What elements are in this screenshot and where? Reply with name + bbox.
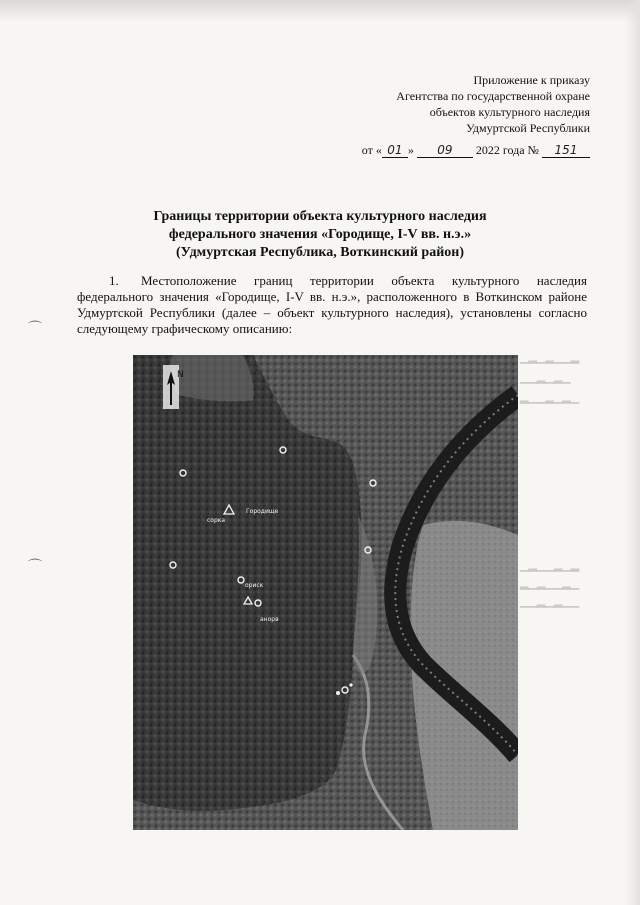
bleed-through-3: ▂▁▁▂▁▂▁ — [520, 392, 580, 404]
order-year: 2022 года № — [475, 143, 539, 157]
appendix-header — [260, 72, 590, 136]
document-title — [80, 208, 560, 262]
map-label-2: Городище — [246, 508, 279, 515]
light-dot-1 — [336, 691, 340, 695]
bleed-through-4: ▁▂▁▁▂▁▂ — [520, 560, 580, 572]
order-month: 09 — [417, 143, 473, 158]
title-line-3: (Удмуртская Республика, Воткинский район) — [176, 245, 464, 260]
bleed-through-6: ▁▁▂▁▂▁▁ — [520, 596, 580, 608]
order-date-line — [362, 143, 590, 158]
satellite-map — [133, 355, 518, 830]
header-line-2: Агентства по государственной охране — [396, 89, 590, 103]
title-line-2: федерального значения «Городище, I-V вв. н.э.» — [168, 227, 472, 242]
header-line-3: объектов культурного наследия — [429, 105, 590, 119]
header-line-1: Приложение к приказу — [473, 73, 590, 87]
light-dot-2 — [349, 683, 352, 686]
paragraph-text: Местоположение границ территории объекта культурного наследия федерального значения «Городище, I-V вв. н.э.», расположенного в Воткинском районе Удмуртской Республики (далее – объект культурного наследия), установлены согласно следующему графическому описанию: — [77, 273, 587, 336]
order-prefix: от « — [361, 143, 382, 157]
title-line-1: Границы территории объекта культурного наследия — [153, 209, 487, 224]
margin-mark-2: ⌒ — [28, 559, 42, 575]
scan-edge-right — [626, 0, 640, 905]
bleed-through-2: ▁▁▂▁▂▁ — [520, 372, 571, 384]
order-number: 151 — [542, 143, 590, 158]
order-mid: » — [407, 143, 417, 157]
order-day: 01 — [382, 143, 408, 158]
header-line-4: Удмуртской Республики — [466, 121, 590, 135]
paragraph-1 — [77, 273, 587, 337]
margin-mark-1: ⌒ — [28, 321, 42, 337]
bleed-through-5: ▂▁▂▁▁▂▁ — [520, 578, 580, 590]
north-label: N — [177, 370, 184, 380]
bleed-through-1: ▁▂▁▂▁▁▂ — [520, 352, 580, 364]
map-label-1: сорка — [207, 517, 226, 524]
map-label-3: ориск — [245, 582, 264, 589]
map-label-4: анорв — [260, 616, 279, 623]
paragraph-number: 1. — [109, 273, 119, 288]
scan-edge-top — [0, 0, 640, 22]
